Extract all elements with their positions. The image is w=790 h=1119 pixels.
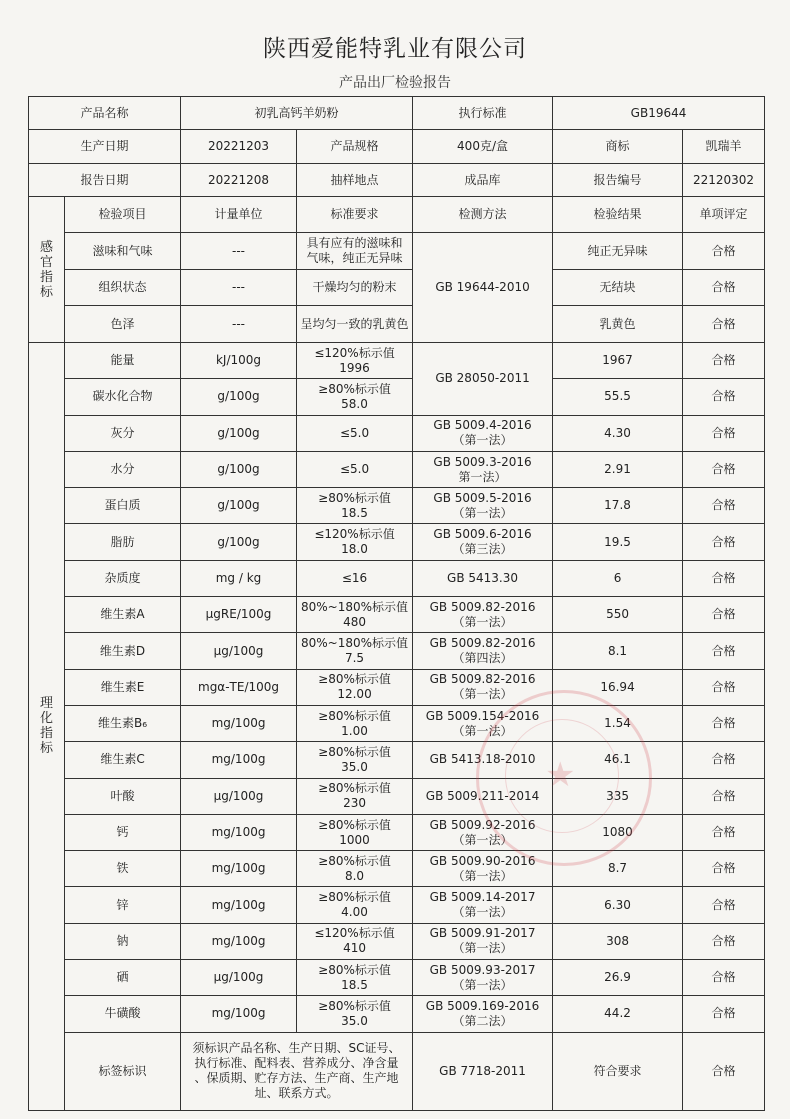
unit: mg/100g bbox=[181, 996, 297, 1032]
test-result: 19.5 bbox=[553, 524, 683, 560]
unit: mg/100g bbox=[181, 742, 297, 778]
test-method bbox=[413, 742, 553, 778]
column-header: 标准要求 bbox=[297, 197, 413, 233]
physchem-category-char: 理 bbox=[39, 696, 53, 712]
physchem-row bbox=[29, 887, 765, 923]
test-result: 纯正无异味 bbox=[553, 233, 683, 270]
physchem-row bbox=[29, 742, 765, 778]
requirement bbox=[297, 270, 413, 306]
test-result: 1080 bbox=[553, 814, 683, 850]
unit: μg/100g bbox=[181, 778, 297, 814]
test-result: 46.1 bbox=[553, 742, 683, 778]
test-result: 17.8 bbox=[553, 488, 683, 524]
physchem-category-char: 指 bbox=[39, 726, 53, 742]
verdict: 合格 bbox=[683, 923, 765, 959]
sensory-category-char: 指 bbox=[39, 269, 53, 285]
physchem-row bbox=[29, 778, 765, 814]
requirement bbox=[297, 851, 413, 887]
requirement-line-1: ≥80%标示值 bbox=[318, 381, 391, 396]
unit: --- bbox=[181, 270, 297, 306]
test-method-line-1: GB 5009.3-2016 bbox=[433, 454, 532, 469]
requirement bbox=[297, 597, 413, 633]
test-method-line-1: GB 5009.169-2016 bbox=[425, 998, 540, 1013]
requirement bbox=[297, 923, 413, 959]
physchem-row bbox=[29, 488, 765, 524]
physchem-row bbox=[29, 560, 765, 596]
physchem-row bbox=[29, 343, 765, 379]
requirement-line-2: 1996 bbox=[339, 360, 370, 375]
verdict: 合格 bbox=[683, 343, 765, 379]
verdict: 合格 bbox=[683, 415, 765, 451]
test-method bbox=[413, 851, 553, 887]
test-item: 钠 bbox=[65, 923, 181, 959]
column-header: 检测方法 bbox=[413, 197, 553, 233]
test-result: 26.9 bbox=[553, 960, 683, 996]
test-result: 符合要求 bbox=[553, 1032, 683, 1110]
verdict: 合格 bbox=[683, 597, 765, 633]
verdict: 合格 bbox=[683, 270, 765, 306]
requirement-line-1: ≤5.0 bbox=[339, 425, 370, 440]
brand-label: 商标 bbox=[553, 130, 683, 164]
test-item: 蛋白质 bbox=[65, 488, 181, 524]
unit: μgRE/100g bbox=[181, 597, 297, 633]
test-method bbox=[413, 633, 553, 669]
test-item: 水分 bbox=[65, 451, 181, 487]
unit: kJ/100g bbox=[181, 343, 297, 379]
test-method-line-1: GB 5009.92-2016 bbox=[429, 817, 536, 832]
header-row-3 bbox=[29, 164, 765, 197]
report-date-label: 报告日期 bbox=[29, 164, 181, 197]
sensory-category-char: 标 bbox=[39, 284, 53, 300]
verdict: 合格 bbox=[683, 451, 765, 487]
test-method bbox=[413, 814, 553, 850]
requirement-line-1: ≥80%标示值 bbox=[318, 962, 391, 977]
verdict: 合格 bbox=[683, 851, 765, 887]
test-method: GB 7718-2011 bbox=[413, 1032, 553, 1110]
test-method bbox=[413, 524, 553, 560]
requirement-line-1: ≥80%标示值 bbox=[318, 708, 391, 723]
sensory-row bbox=[29, 306, 765, 343]
test-method-line-2: （第一法） bbox=[452, 868, 513, 883]
test-result: 550 bbox=[553, 597, 683, 633]
test-result: 308 bbox=[553, 923, 683, 959]
requirement-line-1: 干燥均匀的粉末 bbox=[312, 280, 397, 294]
verdict: 合格 bbox=[683, 742, 765, 778]
requirement-line-1: 80%~180%标示值 bbox=[301, 599, 409, 614]
test-method-line-1: GB 5009.82-2016 bbox=[429, 599, 536, 614]
requirement-line-1: ≥80%标示值 bbox=[318, 853, 391, 868]
test-item: 钙 bbox=[65, 814, 181, 850]
physchem-row bbox=[29, 597, 765, 633]
product-name-label: 产品名称 bbox=[29, 97, 181, 130]
physchem-row bbox=[29, 379, 765, 415]
test-method bbox=[413, 560, 553, 596]
requirement bbox=[297, 560, 413, 596]
test-item: 维生素E bbox=[65, 669, 181, 705]
verdict: 合格 bbox=[683, 960, 765, 996]
test-item: 色泽 bbox=[65, 306, 181, 343]
sensory-category bbox=[29, 197, 65, 343]
test-method-line-2: （第一法） bbox=[452, 832, 513, 847]
requirement-line-1: ≥80%标示值 bbox=[318, 490, 391, 505]
unit: mg/100g bbox=[181, 814, 297, 850]
test-item: 脂肪 bbox=[65, 524, 181, 560]
requirement bbox=[297, 778, 413, 814]
requirement-line-1: ≥80%标示值 bbox=[318, 781, 391, 796]
test-item: 维生素C bbox=[65, 742, 181, 778]
requirement bbox=[297, 814, 413, 850]
unit: g/100g bbox=[181, 379, 297, 415]
test-method-line-1: GB 5009.93-2017 bbox=[429, 962, 536, 977]
test-result: 2.91 bbox=[553, 451, 683, 487]
company-seal: ★ bbox=[476, 690, 652, 866]
label-requirement-line: 须标识产品名称、生产日期、SC证号、 bbox=[192, 1041, 401, 1056]
test-method-line-2: （第一法） bbox=[452, 614, 513, 629]
column-header-row bbox=[29, 197, 765, 233]
spec-label: 产品规格 bbox=[297, 130, 413, 164]
unit: --- bbox=[181, 306, 297, 343]
test-method-line-1: GB 5009.4-2016 bbox=[433, 418, 532, 433]
requirement bbox=[297, 343, 413, 379]
test-item: 铁 bbox=[65, 851, 181, 887]
verdict: 合格 bbox=[683, 488, 765, 524]
unit: mgα-TE/100g bbox=[181, 669, 297, 705]
physchem-row bbox=[29, 996, 765, 1032]
unit: mg/100g bbox=[181, 851, 297, 887]
test-method-line-1: GB 5009.82-2016 bbox=[429, 672, 536, 687]
brand-value: 凯瑞羊 bbox=[683, 130, 765, 164]
test-method-line-2: （第一法） bbox=[452, 977, 513, 992]
test-item: 锌 bbox=[65, 887, 181, 923]
test-method-line-1: GB 5009.154-2016 bbox=[425, 708, 540, 723]
test-method bbox=[413, 415, 553, 451]
test-item: 维生素B₆ bbox=[65, 705, 181, 741]
test-method-line-2: （第四法） bbox=[452, 651, 513, 666]
label-row bbox=[29, 1032, 765, 1110]
unit: g/100g bbox=[181, 451, 297, 487]
test-item: 能量 bbox=[65, 343, 181, 379]
test-result: 1967 bbox=[553, 343, 683, 379]
test-method bbox=[413, 669, 553, 705]
sensory-category-char: 感 bbox=[39, 239, 53, 255]
label-requirement bbox=[181, 1032, 413, 1110]
requirement-line-1: ≤16 bbox=[341, 570, 368, 585]
test-result: 6.30 bbox=[553, 887, 683, 923]
test-result: 16.94 bbox=[553, 669, 683, 705]
test-method-line-2: （第一法） bbox=[452, 433, 513, 448]
verdict: 合格 bbox=[683, 560, 765, 596]
physchem-category bbox=[29, 343, 65, 1111]
requirement-line-2: 410 bbox=[343, 941, 366, 956]
requirement-line-1: ≥80%标示值 bbox=[318, 998, 391, 1013]
test-method: GB 19644-2010 bbox=[413, 233, 553, 343]
prod-date-label: 生产日期 bbox=[29, 130, 181, 164]
label-requirement-line: 执行标准、配料表、营养成分、净含量 bbox=[194, 1056, 399, 1071]
physchem-row bbox=[29, 669, 765, 705]
test-result: 4.30 bbox=[553, 415, 683, 451]
test-result: 44.2 bbox=[553, 996, 683, 1032]
requirement-line-2: 1000 bbox=[339, 832, 370, 847]
test-method-line-1: GB 5413.18-2010 bbox=[429, 752, 536, 767]
test-method bbox=[413, 996, 553, 1032]
test-method-line-2: 第一法） bbox=[458, 469, 507, 484]
test-method bbox=[413, 488, 553, 524]
requirement-line-2: 气味，纯正无异味 bbox=[306, 251, 403, 265]
test-method bbox=[413, 960, 553, 996]
report-title: 产品出厂检验报告 bbox=[339, 75, 451, 91]
test-result: 1.54 bbox=[553, 705, 683, 741]
requirement bbox=[297, 306, 413, 343]
test-method bbox=[413, 923, 553, 959]
verdict: 合格 bbox=[683, 524, 765, 560]
standard-label: 执行标准 bbox=[413, 97, 553, 130]
requirement bbox=[297, 960, 413, 996]
test-item: 牛磺酸 bbox=[65, 996, 181, 1032]
requirement-line-1: ≤120%标示值 bbox=[314, 527, 395, 542]
requirement bbox=[297, 633, 413, 669]
requirement bbox=[297, 705, 413, 741]
sensory-category-char: 官 bbox=[39, 254, 53, 270]
test-result: 8.7 bbox=[553, 851, 683, 887]
unit: mg / kg bbox=[181, 560, 297, 596]
column-header: 检验项目 bbox=[65, 197, 181, 233]
requirement-line-1: ≥80%标示值 bbox=[318, 744, 391, 759]
verdict: 合格 bbox=[683, 306, 765, 343]
physchem-row bbox=[29, 705, 765, 741]
test-method-line-1: GB 5009.5-2016 bbox=[433, 490, 532, 505]
sensory-row bbox=[29, 270, 765, 306]
physchem-row bbox=[29, 451, 765, 487]
test-result: 无结块 bbox=[553, 270, 683, 306]
requirement-line-1: ≤120%标示值 bbox=[314, 926, 395, 941]
requirement-line-2: 480 bbox=[343, 614, 366, 629]
test-method: GB 28050-2011 bbox=[413, 343, 553, 416]
verdict: 合格 bbox=[683, 233, 765, 270]
standard-value: GB19644 bbox=[553, 97, 765, 130]
verdict: 合格 bbox=[683, 778, 765, 814]
test-item: 标签标识 bbox=[65, 1032, 181, 1110]
requirement-line-2: 4.00 bbox=[341, 905, 368, 920]
test-method bbox=[413, 597, 553, 633]
unit: g/100g bbox=[181, 415, 297, 451]
test-item: 维生素A bbox=[65, 597, 181, 633]
requirement-line-1: 具有应有的滋味和 bbox=[306, 236, 403, 250]
verdict: 合格 bbox=[683, 887, 765, 923]
test-item: 滋味和气味 bbox=[65, 233, 181, 270]
report-no-label: 报告编号 bbox=[553, 164, 683, 197]
verdict: 合格 bbox=[683, 814, 765, 850]
test-item: 灰分 bbox=[65, 415, 181, 451]
physchem-row bbox=[29, 814, 765, 850]
physchem-category-char: 化 bbox=[39, 711, 53, 727]
requirement-line-2: 35.0 bbox=[341, 759, 368, 774]
test-method-line-1: GB 5009.90-2016 bbox=[429, 853, 536, 868]
sensory-row bbox=[29, 233, 765, 270]
test-method-line-2: （第一法） bbox=[452, 723, 513, 738]
requirement-line-1: 呈均匀一致的乳黄色 bbox=[300, 316, 409, 331]
test-item: 维生素D bbox=[65, 633, 181, 669]
physchem-category-char: 标 bbox=[39, 741, 53, 757]
requirement-line-2: 7.5 bbox=[344, 651, 365, 666]
requirement-line-1: ≥80%标示值 bbox=[318, 817, 391, 832]
requirement-line-2: 18.5 bbox=[341, 977, 368, 992]
test-method bbox=[413, 451, 553, 487]
test-result: 8.1 bbox=[553, 633, 683, 669]
test-method bbox=[413, 778, 553, 814]
verdict: 合格 bbox=[683, 633, 765, 669]
requirement-line-2: 18.5 bbox=[341, 505, 368, 520]
verdict: 合格 bbox=[683, 705, 765, 741]
requirement-line-2: 35.0 bbox=[341, 1013, 368, 1028]
verdict: 合格 bbox=[683, 996, 765, 1032]
test-method-line-1: GB 5009.91-2017 bbox=[429, 926, 536, 941]
unit: mg/100g bbox=[181, 923, 297, 959]
test-method-line-2: （第一法） bbox=[452, 905, 513, 920]
test-item: 碳水化合物 bbox=[65, 379, 181, 415]
column-header: 检验结果 bbox=[553, 197, 683, 233]
physchem-row bbox=[29, 524, 765, 560]
requirement bbox=[297, 233, 413, 270]
test-method-line-2: （第一法） bbox=[452, 505, 513, 520]
requirement-line-1: 80%~180%标示值 bbox=[301, 636, 409, 651]
unit: μg/100g bbox=[181, 960, 297, 996]
requirement bbox=[297, 669, 413, 705]
physchem-row bbox=[29, 851, 765, 887]
test-method-line-1: GB 5009.14-2017 bbox=[429, 890, 536, 905]
requirement-line-1: ≥80%标示值 bbox=[318, 890, 391, 905]
requirement-line-1: ≤5.0 bbox=[339, 462, 370, 477]
test-method-line-2: （第一法） bbox=[452, 687, 513, 702]
physchem-row bbox=[29, 960, 765, 996]
unit: mg/100g bbox=[181, 887, 297, 923]
company-name: 陕西爱能特乳业有限公司 bbox=[263, 36, 527, 62]
requirement-line-2: 230 bbox=[343, 796, 366, 811]
header-row-2 bbox=[29, 130, 765, 164]
requirement bbox=[297, 742, 413, 778]
requirement bbox=[297, 524, 413, 560]
requirement bbox=[297, 379, 413, 415]
column-header: 计量单位 bbox=[181, 197, 297, 233]
test-method bbox=[413, 705, 553, 741]
test-result: 55.5 bbox=[553, 379, 683, 415]
verdict: 合格 bbox=[683, 1032, 765, 1110]
inspection-table bbox=[28, 96, 765, 1111]
verdict: 合格 bbox=[683, 379, 765, 415]
report-date-value: 20221208 bbox=[181, 164, 297, 197]
sample-place-label: 抽样地点 bbox=[297, 164, 413, 197]
column-header: 单项评定 bbox=[683, 197, 765, 233]
requirement-line-1: ≥80%标示值 bbox=[318, 672, 391, 687]
unit: g/100g bbox=[181, 524, 297, 560]
physchem-row bbox=[29, 923, 765, 959]
unit: g/100g bbox=[181, 488, 297, 524]
product-name-value: 初乳高钙羊奶粉 bbox=[181, 97, 413, 130]
test-method-line-1: GB 5413.30 bbox=[447, 570, 519, 585]
test-method-line-2: （第三法） bbox=[452, 542, 513, 557]
test-result: 335 bbox=[553, 778, 683, 814]
test-item: 组织状态 bbox=[65, 270, 181, 306]
test-item: 叶酸 bbox=[65, 778, 181, 814]
requirement bbox=[297, 415, 413, 451]
spec-value: 400克/盒 bbox=[413, 130, 553, 164]
test-method-line-2: （第二法） bbox=[452, 1013, 513, 1028]
label-requirement-line: 址、联系方式。 bbox=[254, 1086, 339, 1101]
requirement bbox=[297, 887, 413, 923]
test-method-line-1: GB 5009.6-2016 bbox=[433, 527, 532, 542]
prod-date-value: 20221203 bbox=[181, 130, 297, 164]
test-result: 乳黄色 bbox=[553, 306, 683, 343]
requirement-line-2: 1.00 bbox=[341, 723, 368, 738]
test-method-line-1: GB 5009.211-2014 bbox=[425, 788, 540, 803]
test-method-line-1: GB 5009.82-2016 bbox=[429, 636, 536, 651]
test-result: 6 bbox=[553, 560, 683, 596]
requirement bbox=[297, 451, 413, 487]
test-item: 杂质度 bbox=[65, 560, 181, 596]
unit: mg/100g bbox=[181, 705, 297, 741]
verdict: 合格 bbox=[683, 669, 765, 705]
unit: μg/100g bbox=[181, 633, 297, 669]
report-no-value: 22120302 bbox=[683, 164, 765, 197]
physchem-row bbox=[29, 633, 765, 669]
test-method-line-2: （第一法） bbox=[452, 941, 513, 956]
requirement-line-2: 18.0 bbox=[341, 542, 368, 557]
requirement-line-1: ≤120%标示值 bbox=[314, 345, 395, 360]
requirement-line-2: 58.0 bbox=[341, 396, 368, 411]
header-row-1 bbox=[29, 97, 765, 130]
sample-place-value: 成品库 bbox=[413, 164, 553, 197]
requirement bbox=[297, 996, 413, 1032]
unit: --- bbox=[181, 233, 297, 270]
test-method bbox=[413, 887, 553, 923]
test-item: 硒 bbox=[65, 960, 181, 996]
physchem-row bbox=[29, 415, 765, 451]
requirement-line-2: 12.00 bbox=[337, 687, 372, 702]
label-requirement-line: 、保质期、贮存方法、生产商、生产地 bbox=[194, 1071, 399, 1086]
requirement bbox=[297, 488, 413, 524]
requirement-line-2: 8.0 bbox=[344, 868, 365, 883]
